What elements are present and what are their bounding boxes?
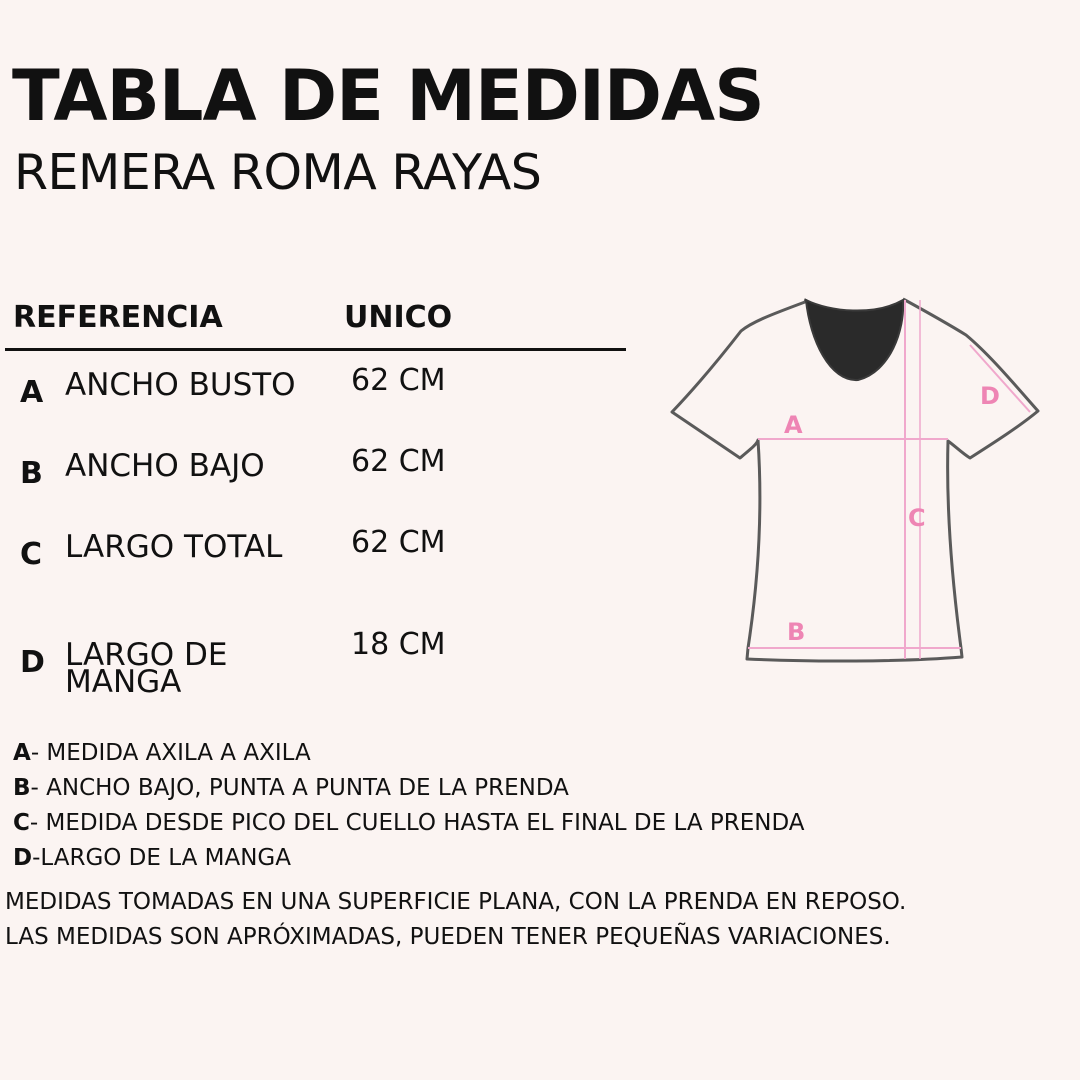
row-value: 62 CM	[351, 525, 446, 560]
row-label: LARGO TOTAL	[65, 529, 283, 565]
legend-text: - MEDIDA AXILA A AXILA	[30, 740, 311, 766]
header-divider	[5, 348, 626, 351]
measure-label-b: B	[787, 618, 806, 646]
measure-label-c: C	[908, 504, 926, 532]
row-value: 62 CM	[351, 363, 446, 398]
product-name: REMERA ROMA RAYAS	[14, 144, 542, 201]
row-letter: D	[20, 645, 45, 680]
measure-label-d: D	[980, 382, 1000, 410]
legend-text: -LARGO DE LA MANGA	[32, 845, 291, 871]
measure-label-a: A	[784, 411, 803, 439]
legend-text: - ANCHO BAJO, PUNTA A PUNTA DE LA PRENDA	[30, 775, 569, 801]
row-value: 62 CM	[351, 444, 446, 479]
legend-letter: B	[13, 775, 31, 801]
measure-line-d	[970, 345, 1030, 412]
row-label: LARGO DE MANGA	[65, 637, 228, 700]
note-approximate: LAS MEDIDAS SON APRÓXIMADAS, PUEDEN TENER PEQUEÑAS VARIACIONES.	[5, 924, 891, 950]
row-letter: B	[20, 456, 43, 491]
row-label: ANCHO BUSTO	[65, 367, 296, 403]
row-letter: A	[20, 375, 44, 410]
column-header-reference: REFERENCIA	[13, 300, 223, 335]
legend-letter: C	[13, 810, 30, 836]
legend-letter: A	[13, 740, 31, 766]
legend-item	[13, 810, 805, 836]
row-label: ANCHO BAJO	[65, 448, 265, 484]
row-value: 18 CM	[351, 627, 446, 662]
legend-item	[13, 775, 569, 801]
legend-item	[13, 740, 311, 766]
note-flat-surface: MEDIDAS TOMADAS EN UNA SUPERFICIE PLANA, CON LA PRENDA EN REPOSO.	[5, 889, 907, 915]
column-header-size: UNICO	[344, 300, 453, 335]
legend-item	[13, 845, 291, 871]
legend-letter: D	[13, 845, 33, 871]
page-title: TABLA DE MEDIDAS	[12, 55, 764, 137]
tshirt-diagram	[660, 290, 1050, 670]
row-letter: C	[20, 537, 43, 572]
legend-text: - MEDIDA DESDE PICO DEL CUELLO HASTA EL FINAL DE LA PRENDA	[29, 810, 805, 836]
neckline-shape	[806, 300, 903, 380]
